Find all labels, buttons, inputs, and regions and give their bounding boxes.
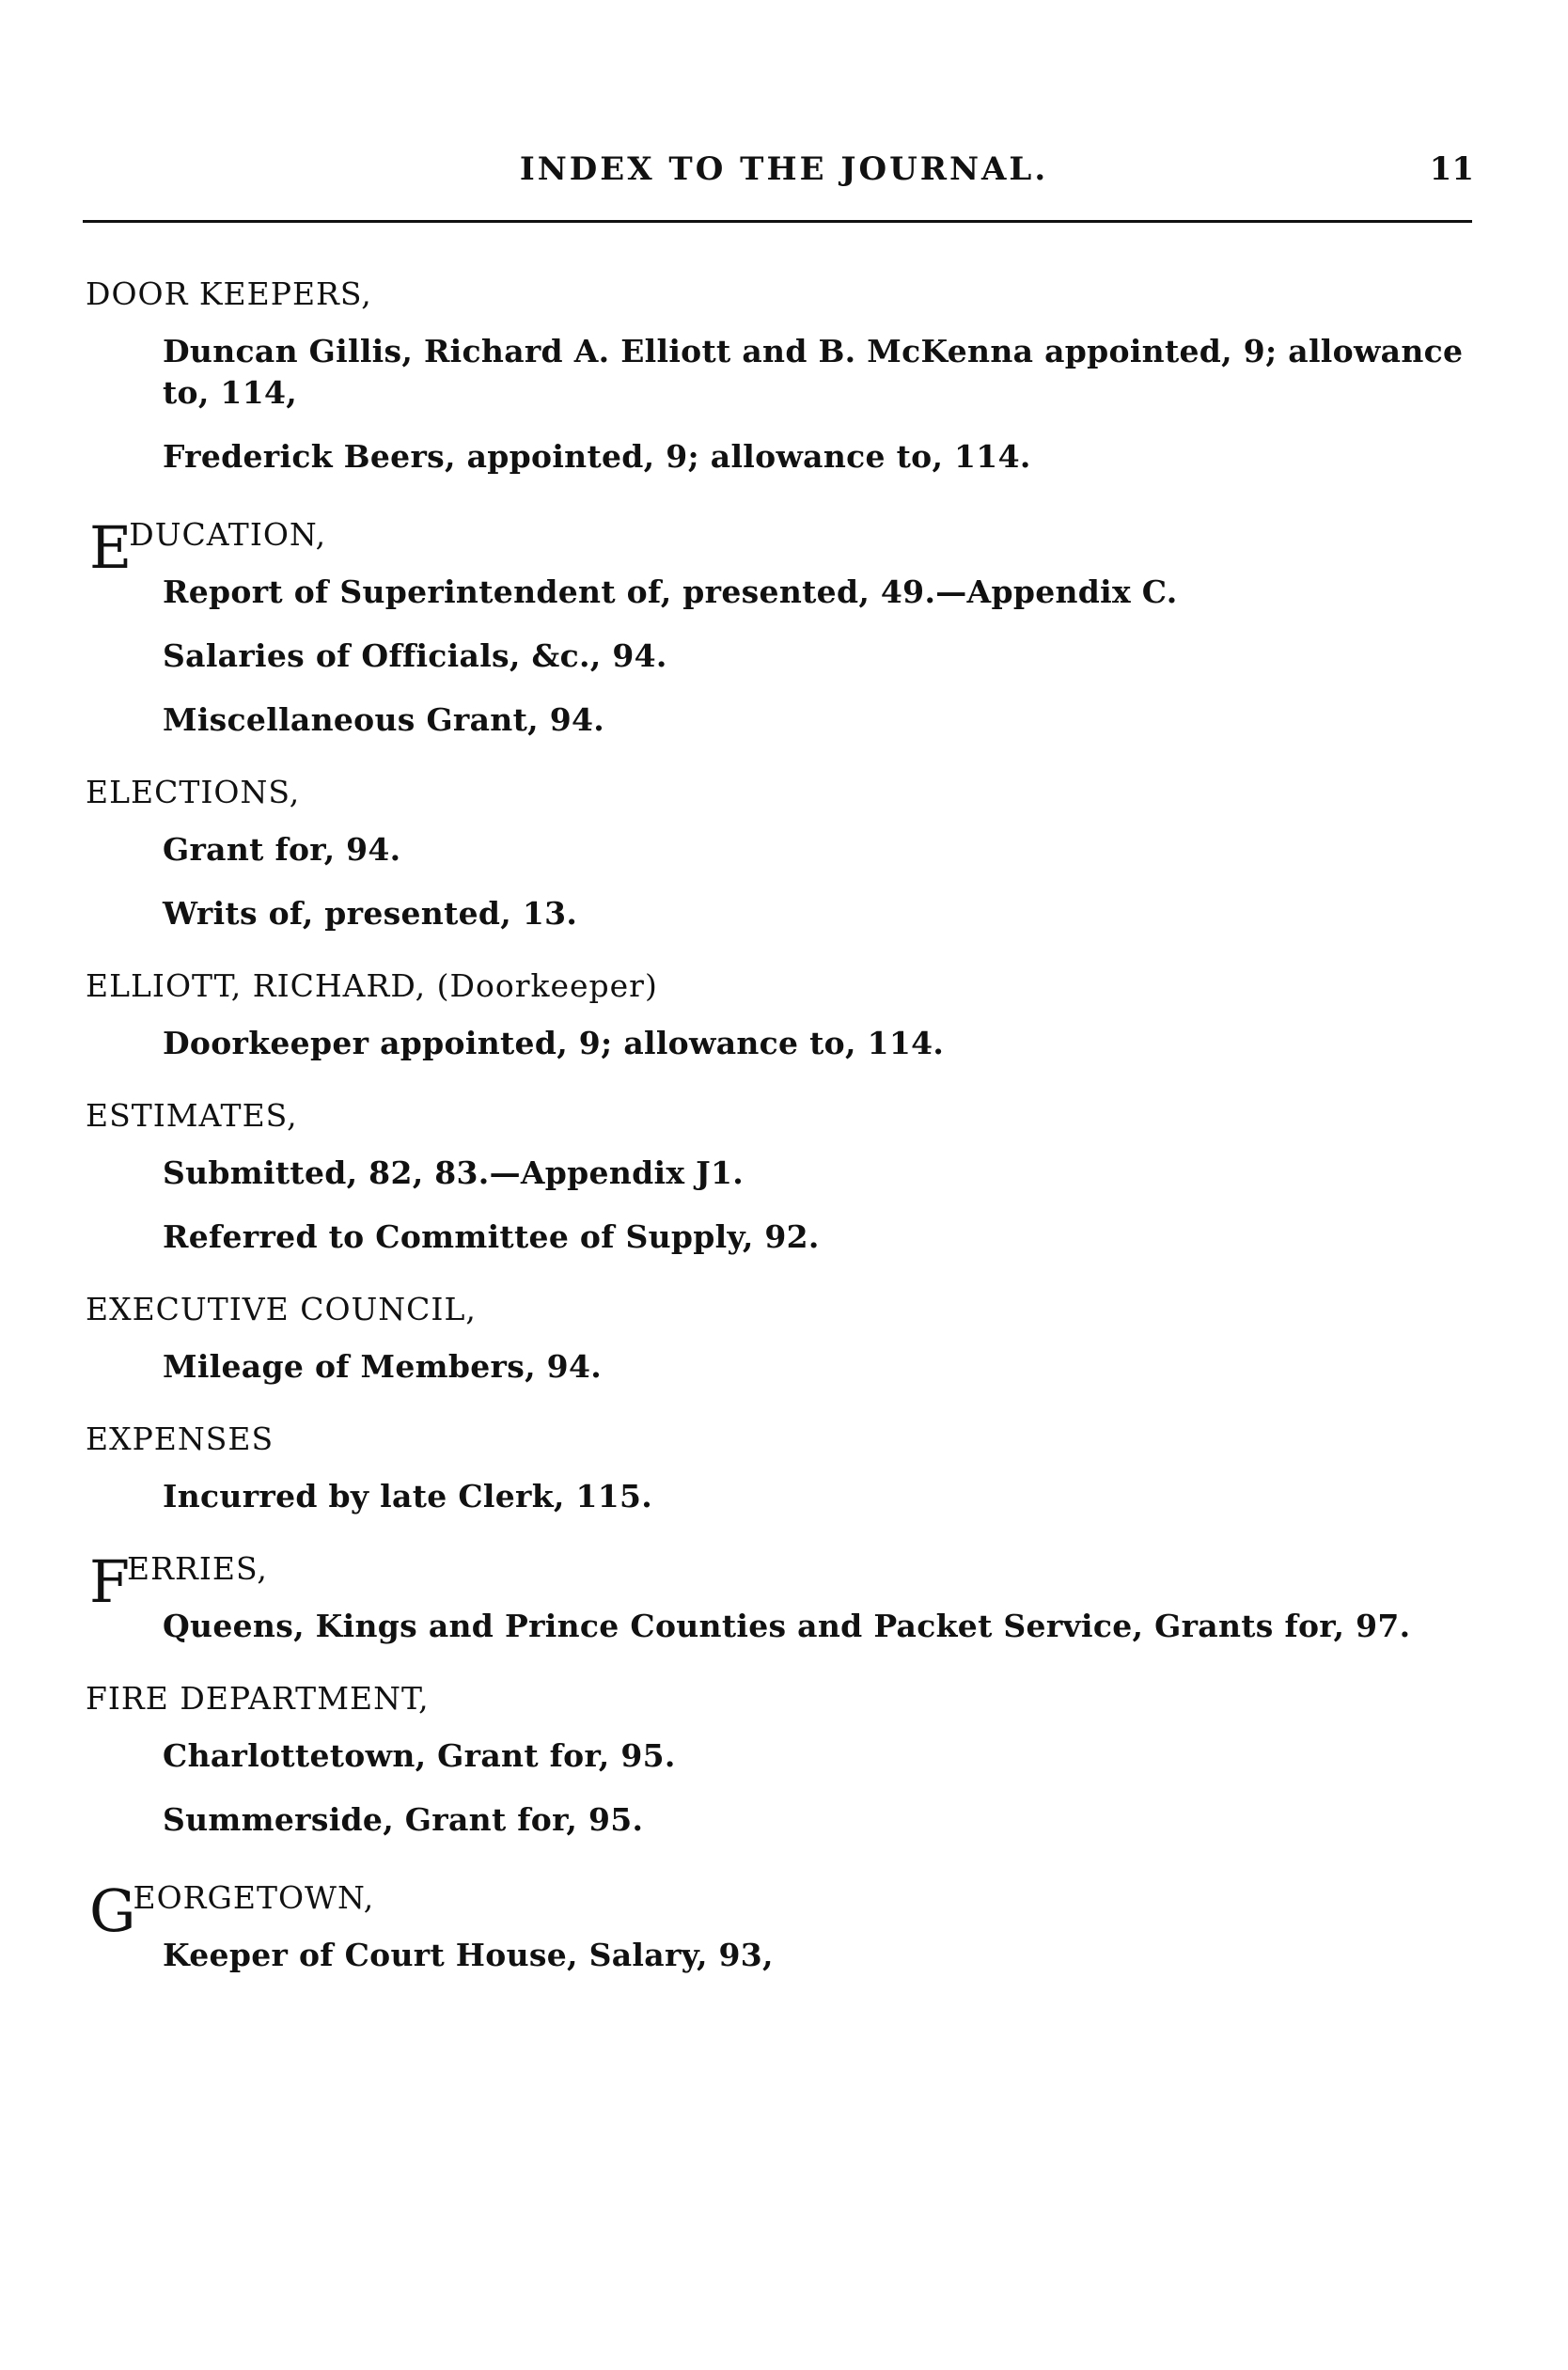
entry-heading [86,1670,1481,1728]
entry-item: Salaries of Officials, &c., 94. [163,637,667,674]
entry-item: Duncan Gillis, Richard A. Elliott and B. McKenna appointed, 9; allowance to, 114, [163,333,1464,411]
header-rule [83,220,1472,223]
index-entries [86,265,1481,1999]
index-entry [89,1540,1481,1647]
index-entry [89,506,1481,741]
entry-item: Submitted, 82, 83.—Appendix J1. [163,1154,745,1191]
entry-heading-text: DUCATION, [129,516,327,553]
index-entry [86,1670,1481,1841]
entry-heading-text: ERRIES, [127,1550,268,1587]
drop-cap: E [89,513,133,582]
entry-heading [89,506,1481,582]
entry-heading-text: ESTIMATES, [86,1097,298,1134]
entry-item: Miscellaneous Grant, 94. [163,701,605,738]
index-entry [86,763,1481,934]
entry-item: Queens, Kings and Prince Counties and Packet Service, Grants for, 97. [163,1608,1411,1644]
entry-heading [86,763,1481,822]
entry-item: Summerside, Grant for, 95. [163,1801,644,1838]
entry-item: Doorkeeper appointed, 9; allowance to, 114. [163,1025,945,1061]
index-entry [86,1410,1481,1517]
entry-heading [86,1280,1481,1339]
entry-item: Grant for, 94. [163,831,401,868]
index-entry [86,1087,1481,1258]
page-title: INDEX TO THE JOURNAL. [519,150,1049,188]
page-number: 11 [1429,150,1474,188]
drop-cap: F [89,1547,132,1616]
index-entry [89,1869,1481,1976]
entry-item: Mileage of Members, 94. [163,1348,602,1385]
entry-item: Charlottetown, Grant for, 95. [163,1737,676,1774]
entry-heading-text: EORGETOWN, [133,1879,375,1916]
entry-item: Writs of, presented, 13. [163,895,578,932]
entry-heading-text: DOOR KEEPERS, [86,275,372,312]
entry-heading [86,957,1481,1015]
entry-heading [86,265,1481,323]
entry-heading-text: EXECUTIVE COUNCIL, [86,1291,477,1327]
index-entry [86,265,1481,478]
drop-cap: G [89,1876,137,1945]
entry-heading-text: ELECTIONS, [86,774,301,810]
entry-item: Frederick Beers, appointed, 9; allowance to, 114. [163,438,1031,475]
entry-heading [89,1869,1481,1945]
entry-item: Report of Superintendent of, presented, 49.—Appendix C. [163,573,1178,610]
index-entry [86,1280,1481,1388]
entry-heading [86,1410,1481,1468]
entry-heading-text: FIRE DEPARTMENT, [86,1680,430,1717]
index-entry [86,957,1481,1064]
entry-item: Incurred by late Clerk, 115. [163,1478,653,1515]
entry-item: Referred to Committee of Supply, 92. [163,1218,820,1255]
entry-heading [89,1540,1481,1616]
entry-heading-text: EXPENSES [86,1420,274,1457]
entry-item: Keeper of Court House, Salary, 93, [163,1937,774,1973]
entry-heading-text: ELLIOTT, RICHARD, (Doorkeeper) [86,967,658,1004]
entry-heading [86,1087,1481,1145]
